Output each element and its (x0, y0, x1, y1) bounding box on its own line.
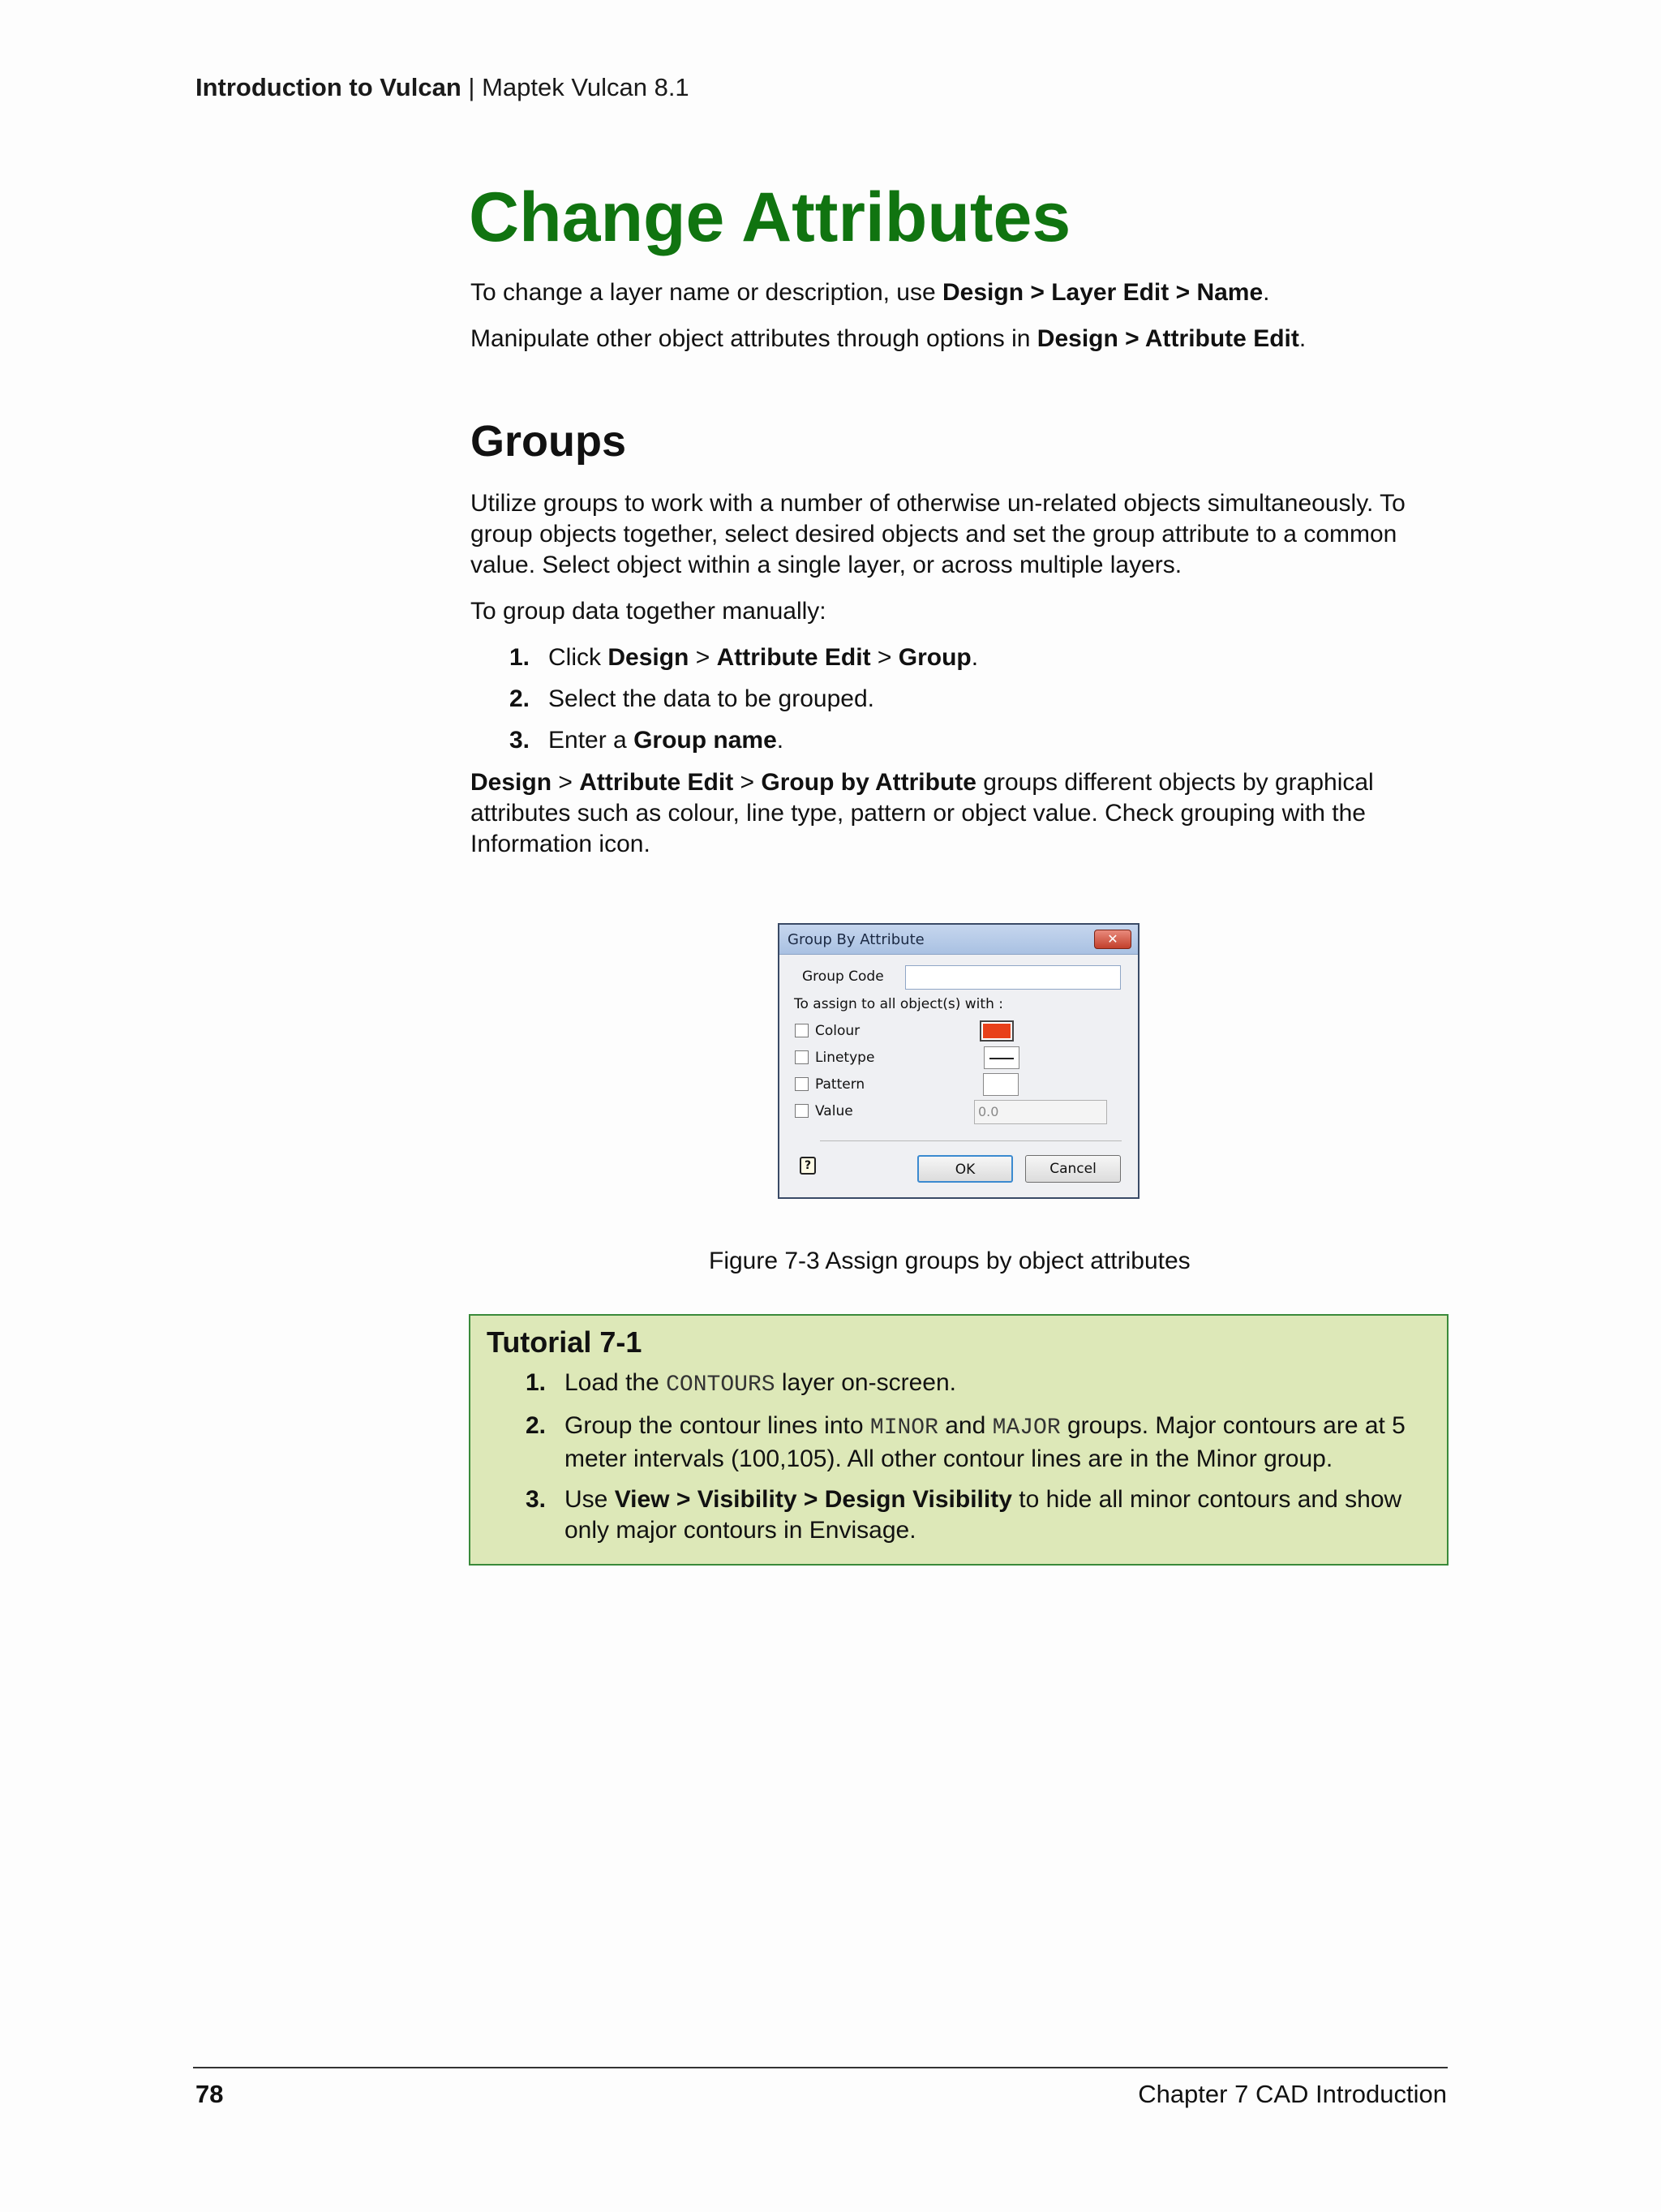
groups-paragraph-3: Design > Attribute Edit > Group by Attribute groups different objects by graphical attributes such as colour, line type, pattern or object value. Check grouping with the Information icon. (470, 769, 1374, 857)
header-book-title: Introduction to Vulcan (195, 73, 461, 101)
groups-step-1: 1. Click Design > Attribute Edit > Group. (509, 644, 979, 671)
intro-section (470, 277, 1452, 354)
figure-caption: Figure 7-3 Assign groups by object attributes (709, 1248, 1191, 1274)
footer-chapter: Chapter 7 CAD Introduction (1138, 2080, 1447, 2108)
groups-paragraph-2: To group data together manually: (470, 598, 826, 625)
group-code-input[interactable] (905, 965, 1121, 990)
dialog-titlebar (779, 925, 1138, 955)
intro-paragraph-2: Manipulate other object attributes through options in Design > Attribute Edit. (470, 325, 1307, 352)
linetype-button[interactable] (984, 1046, 1019, 1069)
tutorial-step-3: 3. Use View > Visibility > Design Visibility to hide all minor contours and show only major contours in Envisage. (526, 1486, 1402, 1544)
pattern-checkbox[interactable] (795, 1077, 809, 1091)
close-icon[interactable]: ✕ (1094, 930, 1131, 949)
footer-page-number: 78 (195, 2080, 224, 2108)
groups-step-2: 2. Select the data to be grouped. (509, 685, 874, 712)
footer-rule (193, 2067, 1448, 2068)
header-separator: | (461, 73, 483, 101)
tutorial-step-2: 2. Group the contour lines into MINOR and MAJOR groups. Major contours are at 5 meter intervals (100,105). All other contour lines are in the Minor group. (526, 1412, 1406, 1472)
group-by-attribute-dialog (778, 923, 1140, 1199)
groups-paragraph-1: Utilize groups to work with a number of otherwise un-related objects simultaneously. To group objects together, select desired objects and set the group attribute to a common value. Select object within a single layer, or across multiple layers. (470, 490, 1406, 578)
linetype-line-icon (989, 1058, 1014, 1059)
groups-steps (470, 642, 1452, 756)
tutorial-title: Tutorial 7-1 (487, 1325, 642, 1359)
colour-swatch-button[interactable] (980, 1020, 1014, 1042)
header-subtitle: Maptek Vulcan 8.1 (482, 73, 689, 101)
value-checkbox[interactable] (795, 1104, 809, 1118)
tutorial-steps (487, 1368, 1427, 1556)
menu-path-layer-name: Design > Layer Edit > Name (942, 279, 1264, 306)
linetype-checkbox[interactable] (795, 1050, 809, 1064)
value-input[interactable]: 0.0 (974, 1100, 1107, 1124)
ok-button[interactable]: OK (917, 1155, 1013, 1183)
colour-checkbox[interactable] (795, 1024, 809, 1037)
groups-section (470, 488, 1452, 860)
help-icon[interactable]: ? (800, 1157, 816, 1175)
section-heading-groups: Groups (470, 417, 627, 466)
colour-swatch (983, 1024, 1011, 1038)
assign-label: To assign to all object(s) with : (794, 996, 1003, 1012)
dialog-title: Group By Attribute (788, 931, 925, 948)
group-code-label: Group Code (802, 969, 884, 985)
linetype-label: Linetype (815, 1050, 875, 1066)
groups-step-3: 3. Enter a Group name. (509, 727, 784, 754)
value-label: Value (815, 1103, 853, 1119)
intro-paragraph-1: To change a layer name or description, use Design > Layer Edit > Name. (470, 279, 1270, 306)
cancel-button[interactable]: Cancel (1025, 1155, 1121, 1183)
running-header (195, 71, 689, 104)
tutorial-box (469, 1314, 1449, 1566)
dialog-divider (820, 1140, 1122, 1141)
tutorial-step-1: 1. Load the CONTOURS layer on-screen. (526, 1369, 956, 1398)
menu-path-attribute-edit: Design > Attribute Edit (1037, 325, 1299, 352)
colour-label: Colour (815, 1023, 861, 1039)
pattern-label: Pattern (815, 1076, 865, 1093)
page-title: Change Attributes (469, 178, 1071, 256)
pattern-button[interactable] (983, 1073, 1019, 1096)
